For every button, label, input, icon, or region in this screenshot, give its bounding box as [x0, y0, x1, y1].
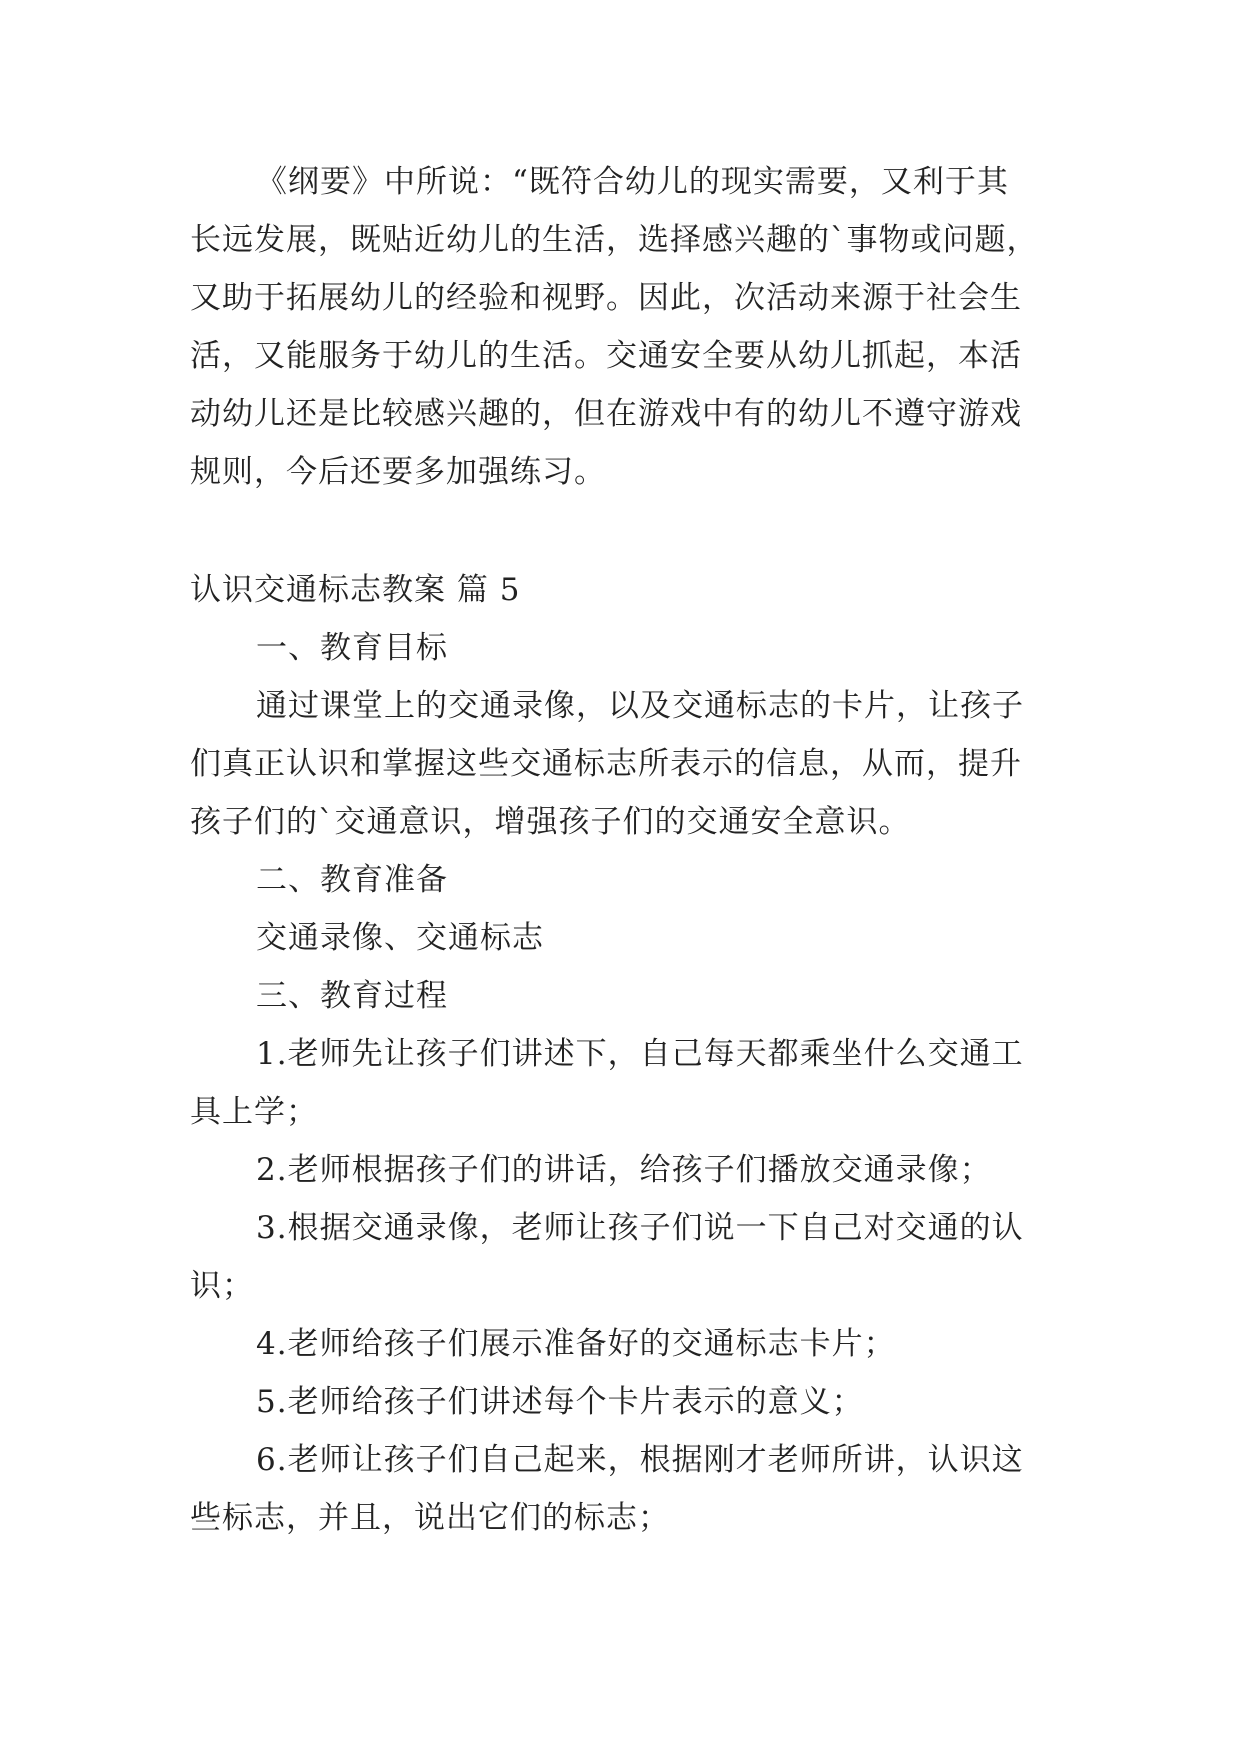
- paragraph-line: 孩子们的`交通意识，增强孩子们的交通安全意识。: [190, 804, 911, 840]
- subheading: 二、教育准备: [256, 862, 448, 898]
- paragraph-line: 交通录像、交通标志: [256, 920, 544, 956]
- paragraph-line: 《纲要》中所说：“既符合幼儿的现实需要，又利于其: [256, 164, 1009, 200]
- paragraph-line: 们真正认识和掌握这些交通标志所表示的信息，从而，提升: [190, 746, 1022, 782]
- list-item-continued: 识；: [190, 1268, 254, 1304]
- paragraph-line: 动幼儿还是比较感兴趣的，但在游戏中有的幼儿不遵守游戏: [190, 396, 1022, 432]
- list-item: 6.老师让孩子们自己起来，根据刚才老师所讲，认识这: [256, 1442, 1024, 1478]
- list-item: 3.根据交通录像，老师让孩子们说一下自己对交通的认: [256, 1210, 1024, 1246]
- subheading: 三、教育过程: [256, 978, 448, 1014]
- paragraph-line: 长远发展，既贴近幼儿的生活，选择感兴趣的`事物或问题，: [190, 222, 1039, 258]
- paragraph-line: 通过课堂上的交通录像，以及交通标志的卡片，让孩子: [256, 688, 1024, 724]
- paragraph-line: 又助于拓展幼儿的经验和视野。因此，次活动来源于社会生: [190, 280, 1022, 316]
- section-title: 认识交通标志教案 篇 5: [190, 572, 521, 608]
- paragraph-line: 规则，今后还要多加强练习。: [190, 454, 606, 490]
- list-item: 4.老师给孩子们展示准备好的交通标志卡片；: [256, 1326, 896, 1362]
- subheading: 一、教育目标: [256, 630, 448, 666]
- list-item-continued: 些标志，并且，说出它们的标志；: [190, 1500, 670, 1536]
- list-item: 1.老师先让孩子们讲述下，自己每天都乘坐什么交通工: [256, 1036, 1024, 1072]
- list-item: 5.老师给孩子们讲述每个卡片表示的意义；: [256, 1384, 864, 1420]
- paragraph-line: 活，又能服务于幼儿的生活。交通安全要从幼儿抓起，本活: [190, 338, 1022, 374]
- list-item-continued: 具上学；: [190, 1094, 318, 1130]
- list-item: 2.老师根据孩子们的讲话，给孩子们播放交通录像；: [256, 1152, 992, 1188]
